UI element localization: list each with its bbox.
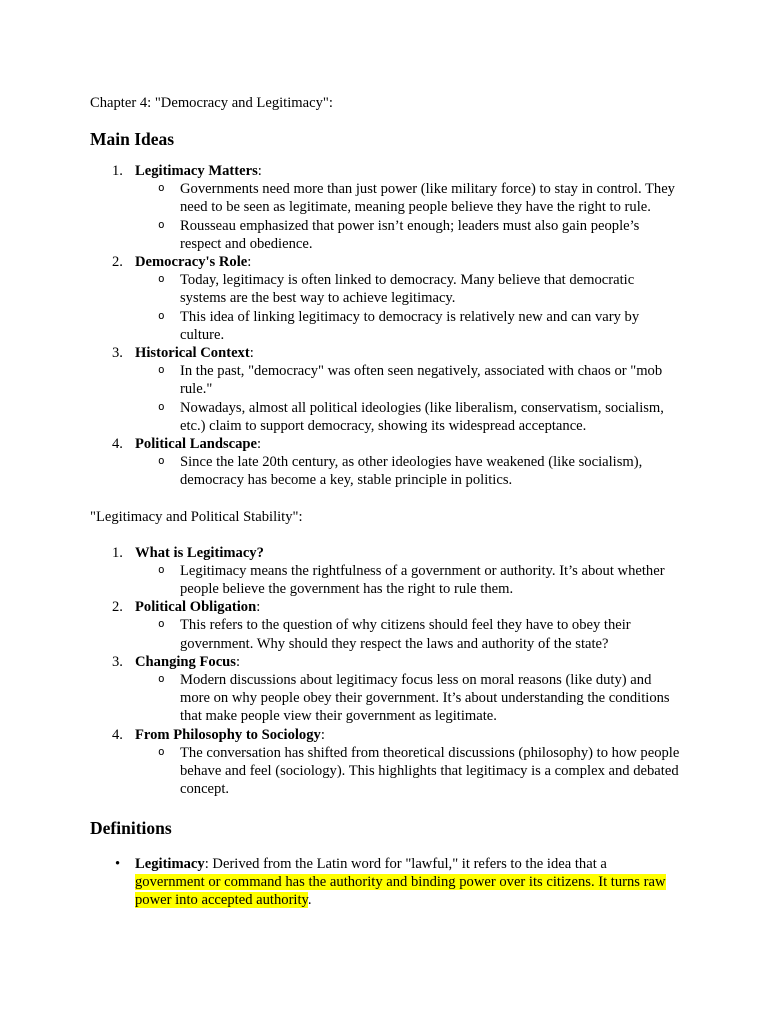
definition-text: : Derived from the Latin word for "lawful," it refers to the idea that a xyxy=(204,855,607,872)
sub-item xyxy=(135,616,680,652)
sub-list xyxy=(135,744,680,799)
item-title: From Philosophy to Sociology xyxy=(135,726,321,743)
point-text: This refers to the question of why citizens should feel they have to obey their government. Why should they respect the laws and authority of the state? xyxy=(180,617,631,652)
sub-item xyxy=(135,453,680,489)
point-text: In the past, "democracy" was often seen negatively, associated with chaos or "mob rule." xyxy=(180,363,663,398)
hollow-bullet-icon: o xyxy=(158,562,165,576)
sub-item xyxy=(135,271,680,307)
definitions-heading: Definitions xyxy=(90,817,172,838)
highlighted-text: government or command has the authority and binding power over its citizens. It turns raw power into accepted authority xyxy=(135,873,666,908)
sub-item xyxy=(135,308,680,344)
section-title: "Legitimacy and Political Stability": xyxy=(90,508,303,525)
item-number: 3. xyxy=(112,653,123,670)
list-item xyxy=(90,598,680,653)
hollow-bullet-icon: o xyxy=(158,272,165,286)
point-text: This idea of linking legitimacy to democracy is relatively new and can vary by culture. xyxy=(180,308,640,343)
sub-item xyxy=(135,180,680,216)
list-item xyxy=(90,544,680,599)
point-text: Rousseau emphasized that power isn’t enough; leaders must also gain people’s respect and obedience. xyxy=(180,217,640,252)
main-ideas-list xyxy=(90,162,680,490)
sub-list xyxy=(135,671,680,726)
point-text: Since the late 20th century, as other ideologies have weakened (like socialism), democracy has become a key, stable principle in politics. xyxy=(180,454,643,489)
item-title: What is Legitimacy? xyxy=(135,544,264,561)
item-title: Political Obligation xyxy=(135,599,257,616)
item-number: 4. xyxy=(112,726,123,743)
item-suffix: : xyxy=(235,653,241,670)
item-number: 4. xyxy=(112,436,123,453)
item-number: 2. xyxy=(112,254,123,271)
item-number: 1. xyxy=(112,163,123,179)
item-number: 1. xyxy=(112,544,123,561)
sub-item xyxy=(135,217,680,253)
point-text: Governments need more than just power (like military force) to stay in control. They need to be seen as legitimate, meaning people believe they have the right to rule. xyxy=(180,181,675,216)
chapter-title: Chapter 4: "Democracy and Legitimacy": xyxy=(90,95,333,111)
item-number: 2. xyxy=(112,599,123,616)
hollow-bullet-icon: o xyxy=(158,308,165,322)
list-item xyxy=(90,653,680,726)
sub-item xyxy=(135,671,680,726)
bullet-icon: • xyxy=(115,855,121,872)
hollow-bullet-icon: o xyxy=(158,399,165,413)
document-page xyxy=(90,94,680,909)
point-text: Modern discussions about legitimacy focus less on moral reasons (like duty) and more on why people obey their government. It’s about understanding the conditions that make people view their government as legitimate. xyxy=(180,672,670,725)
list-item xyxy=(90,253,680,344)
main-ideas-heading: Main Ideas xyxy=(90,129,175,149)
sub-item xyxy=(135,562,680,598)
item-suffix: : xyxy=(320,726,325,743)
list-item xyxy=(90,162,680,253)
item-title: Democracy's Role xyxy=(135,254,248,271)
sub-list xyxy=(135,271,680,344)
item-title: Political Landscape xyxy=(135,436,258,453)
point-text: Legitimacy means the rightfulness of a government or authority. It’s about whether people believe the government has the right to rule them. xyxy=(180,562,665,598)
sub-list xyxy=(135,562,680,598)
item-suffix: : xyxy=(257,436,262,453)
definition-end: . xyxy=(307,891,312,908)
hollow-bullet-icon: o xyxy=(158,217,165,231)
sub-item xyxy=(135,362,680,398)
definition-item xyxy=(90,855,680,910)
definition-term: Legitimacy xyxy=(135,855,205,872)
sub-list xyxy=(135,616,680,652)
hollow-bullet-icon: o xyxy=(158,454,165,468)
point-text: Today, legitimacy is often linked to democracy. Many believe that democratic systems are the best way to achieve legitimacy. xyxy=(180,272,635,307)
item-suffix: : xyxy=(247,254,252,271)
item-title: Legitimacy Matters xyxy=(135,163,258,179)
sub-list xyxy=(135,180,680,253)
sub-item xyxy=(135,744,680,799)
item-title: Historical Context xyxy=(135,345,250,362)
sub-list xyxy=(135,453,680,489)
stability-list xyxy=(90,544,680,799)
item-title: Changing Focus xyxy=(135,653,236,670)
item-number: 3. xyxy=(112,345,123,362)
sub-list xyxy=(135,362,680,435)
list-item xyxy=(90,726,680,799)
point-text: Nowadays, almost all political ideologies (like liberalism, conservatism, socialism, etc.) claim to support democracy, showing its widespread acceptance. xyxy=(180,399,664,434)
hollow-bullet-icon: o xyxy=(158,672,165,686)
list-item xyxy=(90,435,680,490)
hollow-bullet-icon: o xyxy=(158,744,165,758)
item-suffix: : xyxy=(257,163,262,179)
hollow-bullet-icon: o xyxy=(158,181,165,195)
sub-item xyxy=(135,399,680,435)
item-suffix: : xyxy=(256,599,261,616)
definitions-list xyxy=(90,855,680,910)
hollow-bullet-icon: o xyxy=(158,617,165,631)
point-text: The conversation has shifted from theoretical discussions (philosophy) to how people behave and feel (sociology). This highlights that legitimacy is a complex and debated concept. xyxy=(180,744,680,798)
hollow-bullet-icon: o xyxy=(158,363,165,377)
item-suffix: : xyxy=(249,345,254,362)
list-item xyxy=(90,344,680,435)
